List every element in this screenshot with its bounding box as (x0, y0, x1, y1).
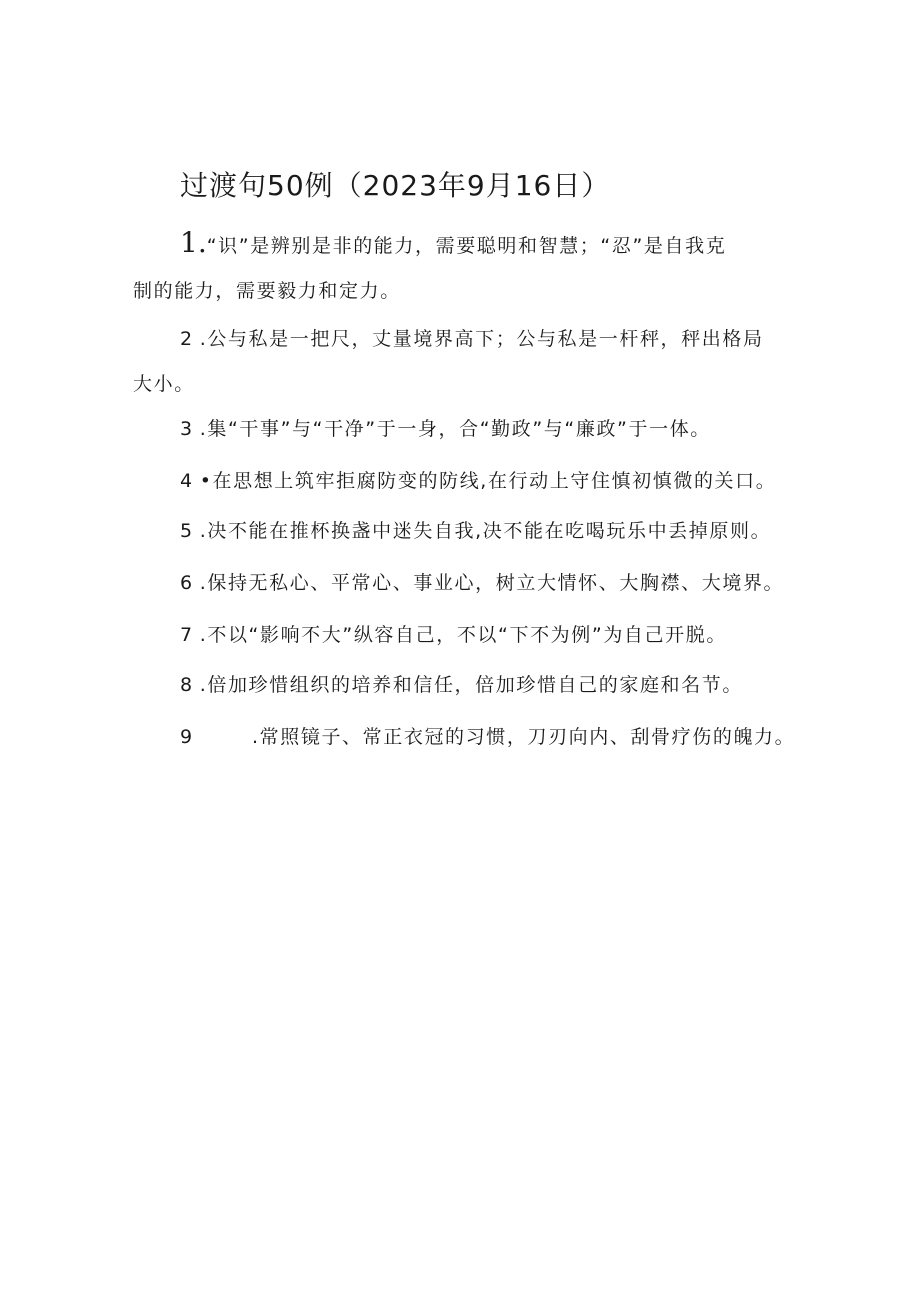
item-text: .集“干事”与“干净”于一身，合“勤政”与“廉政”于一体。 (199, 418, 711, 440)
item-text: “识”是辨别是非的能力，需要聪明和智慧；“忍”是自我克 (206, 235, 727, 257)
item-text: .公与私是一把尺，丈量境界高下；公与私是一杆秤，秤出格局 (199, 328, 764, 350)
list-item (180, 518, 771, 544)
list-item (180, 622, 727, 648)
item-number: 4 (180, 470, 194, 492)
item-text: .不以“影响不大”纵容自己，不以“下不为例”为自己开脱。 (199, 624, 727, 646)
item-number: 7 (180, 624, 194, 646)
item-text-continuation: 大小。 (133, 373, 195, 395)
item-number: 1. (180, 226, 207, 259)
list-item (180, 468, 776, 494)
item-number: 2 (180, 328, 194, 350)
item-text: .常照镜子、常正衣冠的习惯，刀刃向内、刮骨疗伤的魄力。 (252, 726, 796, 748)
list-item (133, 326, 764, 397)
item-text: .保持无私心、平常心、事业心，树立大情怀、大胸襟、大境界。 (199, 572, 785, 594)
item-text: •在思想上筑牢拒腐防变的防线,在行动上守住慎初慎微的关口。 (199, 470, 777, 492)
item-number: 3 (180, 418, 194, 440)
list-item (180, 724, 795, 750)
list-item (180, 570, 784, 596)
list-item (180, 672, 743, 698)
item-text-continuation: 制的能力，需要毅力和定力。 (133, 280, 401, 302)
item-text: .决不能在推杯换盏中迷失自我,决不能在吃喝玩乐中丢掉原则。 (199, 520, 772, 542)
item-number: 5 (180, 520, 194, 542)
list-item (133, 226, 727, 304)
item-text: .倍加珍惜组织的培养和信任，倍加珍惜自己的家庭和名节。 (199, 674, 743, 696)
item-number: 6 (180, 572, 194, 594)
item-number: 9 (180, 726, 194, 748)
page-title: 过渡句50例（2023年9月16日） (180, 169, 611, 202)
item-number: 8 (180, 674, 194, 696)
list-item (180, 416, 711, 442)
